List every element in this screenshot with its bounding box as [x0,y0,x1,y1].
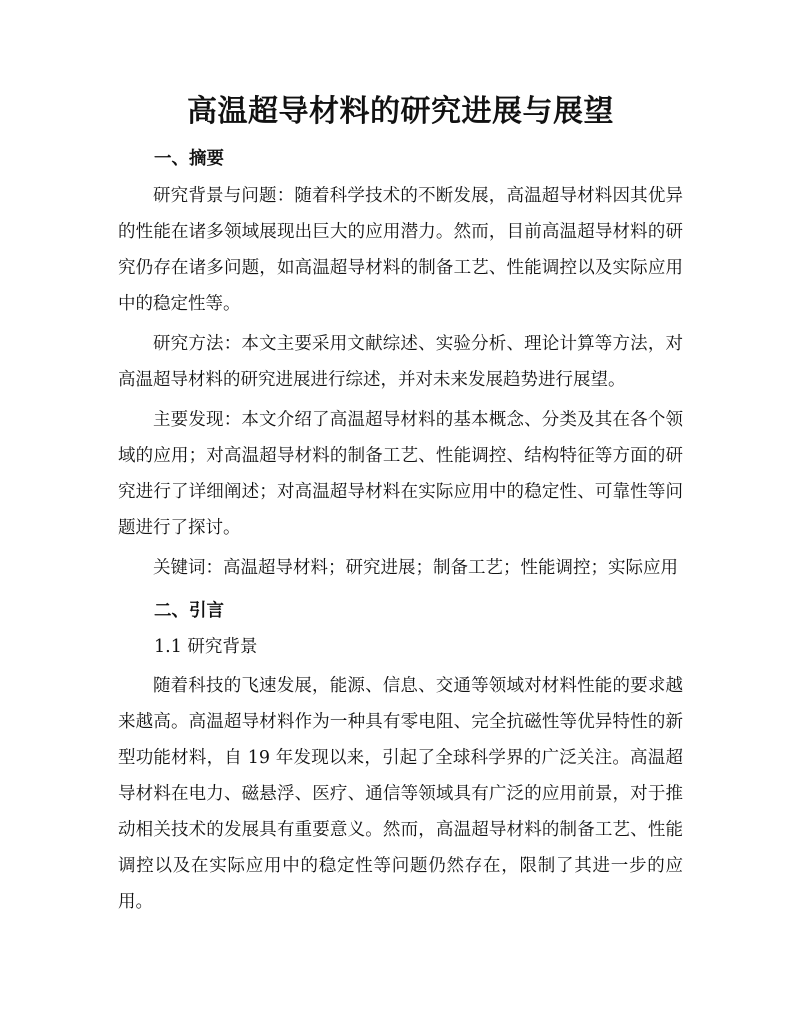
document-title: 高温超导材料的研究进展与展望 [187,94,614,129]
subsection-heading-background: 1.1 研究背景 [154,637,258,657]
abstract-background-paragraph: 研究背景与问题：随着科学技术的不断发展，高温超导材料因其优异的性能在诸多领域展现出巨大的应用潜力。然而，目前高温超导材料的研究仍存在诸多问题，如高温超导材料的制备工艺、性能调控以及实际应用中的稳定性等。 [118,186,683,314]
abstract-method-paragraph: 研究方法：本文主要采用文献综述、实验分析、理论计算等方法，对高温超导材料的研究进展进行综述，并对未来发展趋势进行展望。 [118,334,683,390]
introduction-background-paragraph: 随着科技的飞速发展，能源、信息、交通等领域对材料性能的要求越来越高。高温超导材料作为一种具有零电阻、完全抗磁性等优异特性的新型功能材料，自 19 年发现以来，引起了全球科学界的广泛关注。高温超导材料在电力、磁悬浮、医疗、通信等领域具有广泛的应用前景，对于推动相关技术的发展具有重要意义。然而，高温超导材料的制备工艺、性能调控以及在实际应用中的稳定性等问题仍然存在，限制了其进一步的应用。 [118,676,683,912]
document-content [118,90,683,920]
section-heading-introduction: 二、引言 [154,601,224,621]
abstract-keywords-paragraph: 关键词：高温超导材料；研究进展；制备工艺；性能调控；实际应用 [153,558,678,578]
section-heading-abstract: 一、摘要 [154,149,224,169]
abstract-findings-paragraph: 主要发现：本文介绍了高温超导材料的基本概念、分类及其在各个领域的应用；对高温超导材料的制备工艺、性能调控、结构特征等方面的研究进行了详细阐述；对高温超导材料在实际应用中的稳定性、可靠性等问题进行了探讨。 [118,410,683,538]
